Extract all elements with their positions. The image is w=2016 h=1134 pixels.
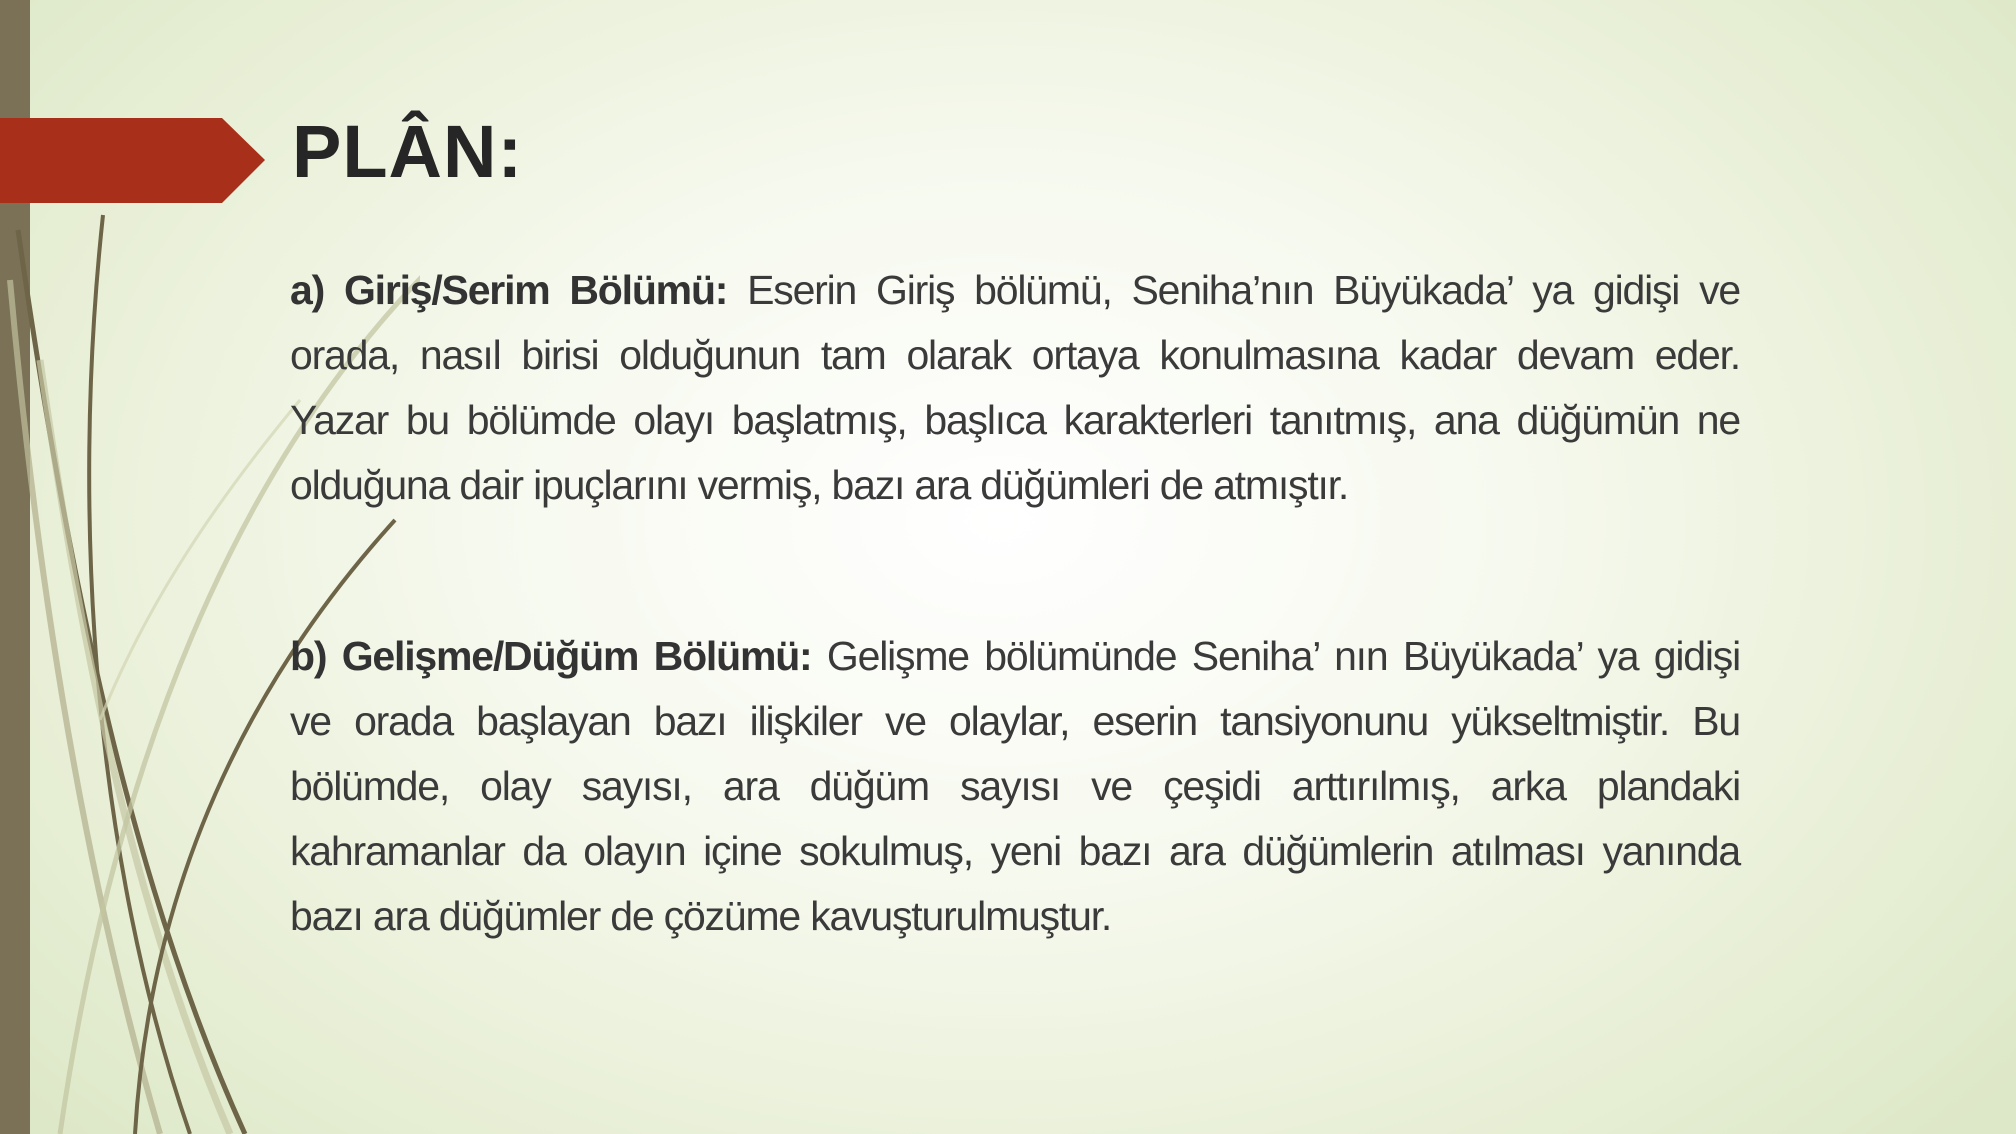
paragraph-introduction	[290, 258, 1740, 518]
paragraph-introduction-text: Eserin Giriş bölümü, Seniha’nın Büyükada’ ya gidişi ve orada, nasıl birisi olduğunun tam olarak ortaya konulmasına kadar devam eder. Yazar bu bölümde olayı başlatmış, başlıca karakterleri tanıtmış, ana düğümün ne olduğuna dair ipuçlarını vermiş, bazı ara düğümleri de atmıştır.	[290, 267, 1741, 508]
paragraph-development	[290, 624, 1740, 949]
slide-content	[290, 258, 1740, 949]
slide-title: PLÂN:	[292, 110, 524, 193]
paragraph-development-text: Gelişme bölümünde Seniha’ nın Büyükada’ ya gidişi ve orada başlayan bazı ilişkiler ve olaylar, eserin tansiyonunu yükseltmiştir. Bu bölümde, olay sayısı, ara düğüm sayısı ve çeşidi arttırılmış, arka plandaki kahramanlar da olayın içine sokulmuş, yeni bazı ara düğümlerin atılması yanında bazı ara düğümler de çözüme kavuşturulmuştur.	[290, 633, 1740, 939]
title-arrow-shape	[0, 118, 265, 203]
paragraph-introduction-heading: a) Giriş/Serim Bölümü:	[290, 267, 728, 313]
paragraph-development-heading: b) Gelişme/Düğüm Bölümü:	[290, 633, 812, 679]
